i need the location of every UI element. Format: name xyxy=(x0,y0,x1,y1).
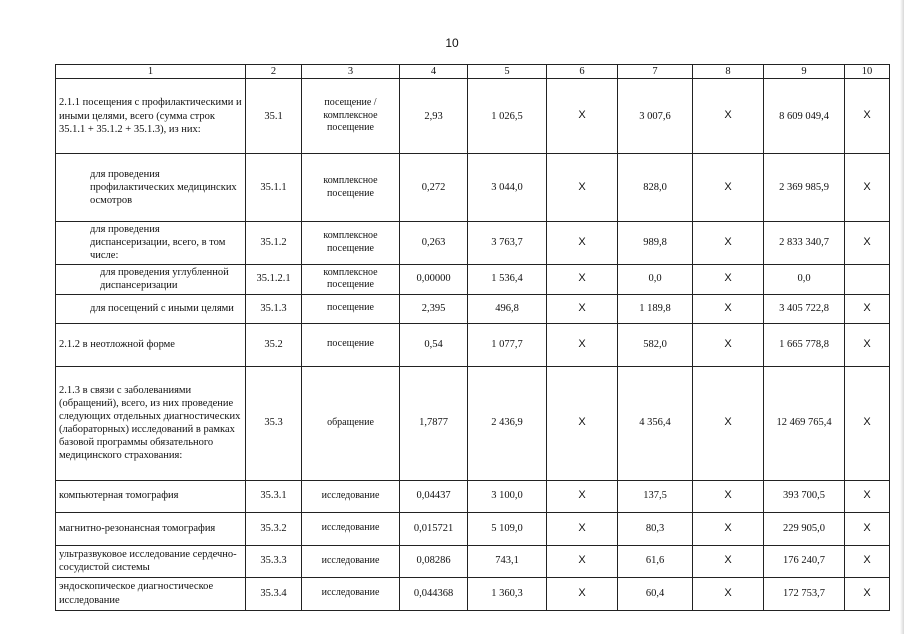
row-unit: комплексное посещение xyxy=(302,154,400,222)
cell-col9: 1 665 778,8 xyxy=(764,323,845,366)
cell-col8: X xyxy=(693,154,764,222)
row-code: 35.1.3 xyxy=(246,294,302,323)
column-header: 3 xyxy=(302,65,400,79)
cell-col9: 393 700,5 xyxy=(764,480,845,512)
row-unit: исследование xyxy=(302,512,400,545)
cell-col4: 0,272 xyxy=(400,154,468,222)
row-unit: исследование xyxy=(302,577,400,610)
cell-col4: 0,263 xyxy=(400,222,468,264)
cell-col7: 828,0 xyxy=(618,154,693,222)
column-header: 10 xyxy=(845,65,890,79)
cell-col10: X xyxy=(845,545,890,577)
row-unit: обращение xyxy=(302,366,400,480)
column-header: 2 xyxy=(246,65,302,79)
table-row xyxy=(56,222,890,264)
cell-col4: 0,04437 xyxy=(400,480,468,512)
cell-col5: 496,8 xyxy=(468,294,547,323)
row-name: 2.1.2 в неотложной форме xyxy=(56,323,246,366)
row-code: 35.3.1 xyxy=(246,480,302,512)
page-edge-shadow xyxy=(900,0,904,634)
cell-col9: 229 905,0 xyxy=(764,512,845,545)
table-row xyxy=(56,154,890,222)
cell-col8: X xyxy=(693,264,764,294)
cell-col10: X xyxy=(845,480,890,512)
column-header: 9 xyxy=(764,65,845,79)
cell-col4: 0,00000 xyxy=(400,264,468,294)
cell-col7: 1 189,8 xyxy=(618,294,693,323)
cell-col5: 3 763,7 xyxy=(468,222,547,264)
cell-col6: X xyxy=(547,154,618,222)
cell-col4: 0,015721 xyxy=(400,512,468,545)
table-row xyxy=(56,577,890,610)
row-code: 35.3.2 xyxy=(246,512,302,545)
cell-col5: 3 044,0 xyxy=(468,154,547,222)
cell-col10: X xyxy=(845,222,890,264)
table-row xyxy=(56,323,890,366)
row-name: магнитно-резонансная томография xyxy=(56,512,246,545)
cell-col10: X xyxy=(845,323,890,366)
cell-col6: X xyxy=(547,222,618,264)
cell-col9: 3 405 722,8 xyxy=(764,294,845,323)
row-code: 35.3.4 xyxy=(246,577,302,610)
cell-col4: 1,7877 xyxy=(400,366,468,480)
row-unit: комплексное посещение xyxy=(302,222,400,264)
cell-col8: X xyxy=(693,323,764,366)
cell-col7: 61,6 xyxy=(618,545,693,577)
table-row xyxy=(56,366,890,480)
cell-col4: 2,93 xyxy=(400,79,468,154)
row-name: ультразвуковое исследование сердечно-сосудистой системы xyxy=(56,545,246,577)
cell-col8: X xyxy=(693,480,764,512)
table-row xyxy=(56,480,890,512)
row-unit: посещение xyxy=(302,323,400,366)
cell-col9: 12 469 765,4 xyxy=(764,366,845,480)
cell-col9: 2 369 985,9 xyxy=(764,154,845,222)
cell-col9: 172 753,7 xyxy=(764,577,845,610)
cell-col5: 2 436,9 xyxy=(468,366,547,480)
column-header: 7 xyxy=(618,65,693,79)
cell-col6: X xyxy=(547,512,618,545)
cell-col9: 176 240,7 xyxy=(764,545,845,577)
cell-col5: 1 360,3 xyxy=(468,577,547,610)
cell-col8: X xyxy=(693,79,764,154)
cell-col5: 1 536,4 xyxy=(468,264,547,294)
cell-col9: 0,0 xyxy=(764,264,845,294)
row-unit: посещение xyxy=(302,294,400,323)
table-row xyxy=(56,512,890,545)
cell-col10: X xyxy=(845,512,890,545)
cell-col10: X xyxy=(845,154,890,222)
cell-col7: 0,0 xyxy=(618,264,693,294)
cell-col8: X xyxy=(693,512,764,545)
row-unit: комплексное посещение xyxy=(302,264,400,294)
cell-col4: 0,08286 xyxy=(400,545,468,577)
cell-col8: X xyxy=(693,577,764,610)
column-header: 8 xyxy=(693,65,764,79)
cell-col9: 8 609 049,4 xyxy=(764,79,845,154)
row-unit: исследование xyxy=(302,480,400,512)
row-name: эндоскопическое диагностическое исследование xyxy=(56,577,246,610)
row-code: 35.1.1 xyxy=(246,154,302,222)
row-unit: исследование xyxy=(302,545,400,577)
cell-col4: 0,044368 xyxy=(400,577,468,610)
cell-col10: X xyxy=(845,294,890,323)
cell-col5: 1 077,7 xyxy=(468,323,547,366)
row-code: 35.1 xyxy=(246,79,302,154)
cell-col7: 137,5 xyxy=(618,480,693,512)
row-name: 2.1.1 посещения с профилактическими и иными целями, всего (сумма строк 35.1.1 + 35.1.2 + 35.1.3), из них: xyxy=(56,79,246,154)
row-name: компьютерная томография xyxy=(56,480,246,512)
financing-table xyxy=(55,64,890,611)
column-header: 5 xyxy=(468,65,547,79)
row-code: 35.2 xyxy=(246,323,302,366)
column-header: 6 xyxy=(547,65,618,79)
row-name: для проведения диспансеризации, всего, в том числе: xyxy=(56,222,246,264)
cell-col7: 80,3 xyxy=(618,512,693,545)
cell-col7: 60,4 xyxy=(618,577,693,610)
row-name: 2.1.3 в связи с заболеваниями (обращений), всего, из них проведение следующих отдельных диагностических (лабораторных) исследований в рамках базовой программы обязательного медицинского страхования: xyxy=(56,366,246,480)
cell-col8: X xyxy=(693,222,764,264)
cell-col8: X xyxy=(693,366,764,480)
column-header: 4 xyxy=(400,65,468,79)
table-row xyxy=(56,264,890,294)
row-name: для проведения профилактических медицинских осмотров xyxy=(56,154,246,222)
cell-col6: X xyxy=(547,545,618,577)
row-unit: посещение / комплексное посещение xyxy=(302,79,400,154)
cell-col5: 743,1 xyxy=(468,545,547,577)
row-name: для посещений с иными целями xyxy=(56,294,246,323)
cell-col6: X xyxy=(547,264,618,294)
cell-col5: 5 109,0 xyxy=(468,512,547,545)
table-header-row xyxy=(56,65,890,79)
table-row xyxy=(56,294,890,323)
cell-col10 xyxy=(845,264,890,294)
row-code: 35.1.2.1 xyxy=(246,264,302,294)
cell-col4: 2,395 xyxy=(400,294,468,323)
row-code: 35.3 xyxy=(246,366,302,480)
cell-col8: X xyxy=(693,294,764,323)
cell-col6: X xyxy=(547,294,618,323)
cell-col4: 0,54 xyxy=(400,323,468,366)
cell-col6: X xyxy=(547,323,618,366)
cell-col6: X xyxy=(547,480,618,512)
cell-col7: 582,0 xyxy=(618,323,693,366)
cell-col5: 1 026,5 xyxy=(468,79,547,154)
page-number: 10 xyxy=(445,36,459,50)
cell-col6: X xyxy=(547,366,618,480)
cell-col10: X xyxy=(845,577,890,610)
cell-col9: 2 833 340,7 xyxy=(764,222,845,264)
cell-col6: X xyxy=(547,79,618,154)
cell-col10: X xyxy=(845,366,890,480)
cell-col7: 3 007,6 xyxy=(618,79,693,154)
row-code: 35.1.2 xyxy=(246,222,302,264)
column-header: 1 xyxy=(56,65,246,79)
table-row xyxy=(56,79,890,154)
cell-col7: 4 356,4 xyxy=(618,366,693,480)
cell-col10: X xyxy=(845,79,890,154)
cell-col7: 989,8 xyxy=(618,222,693,264)
cell-col5: 3 100,0 xyxy=(468,480,547,512)
row-name: для проведения углубленной диспансеризации xyxy=(56,264,246,294)
cell-col6: X xyxy=(547,577,618,610)
row-code: 35.3.3 xyxy=(246,545,302,577)
table-row xyxy=(56,545,890,577)
cell-col8: X xyxy=(693,545,764,577)
